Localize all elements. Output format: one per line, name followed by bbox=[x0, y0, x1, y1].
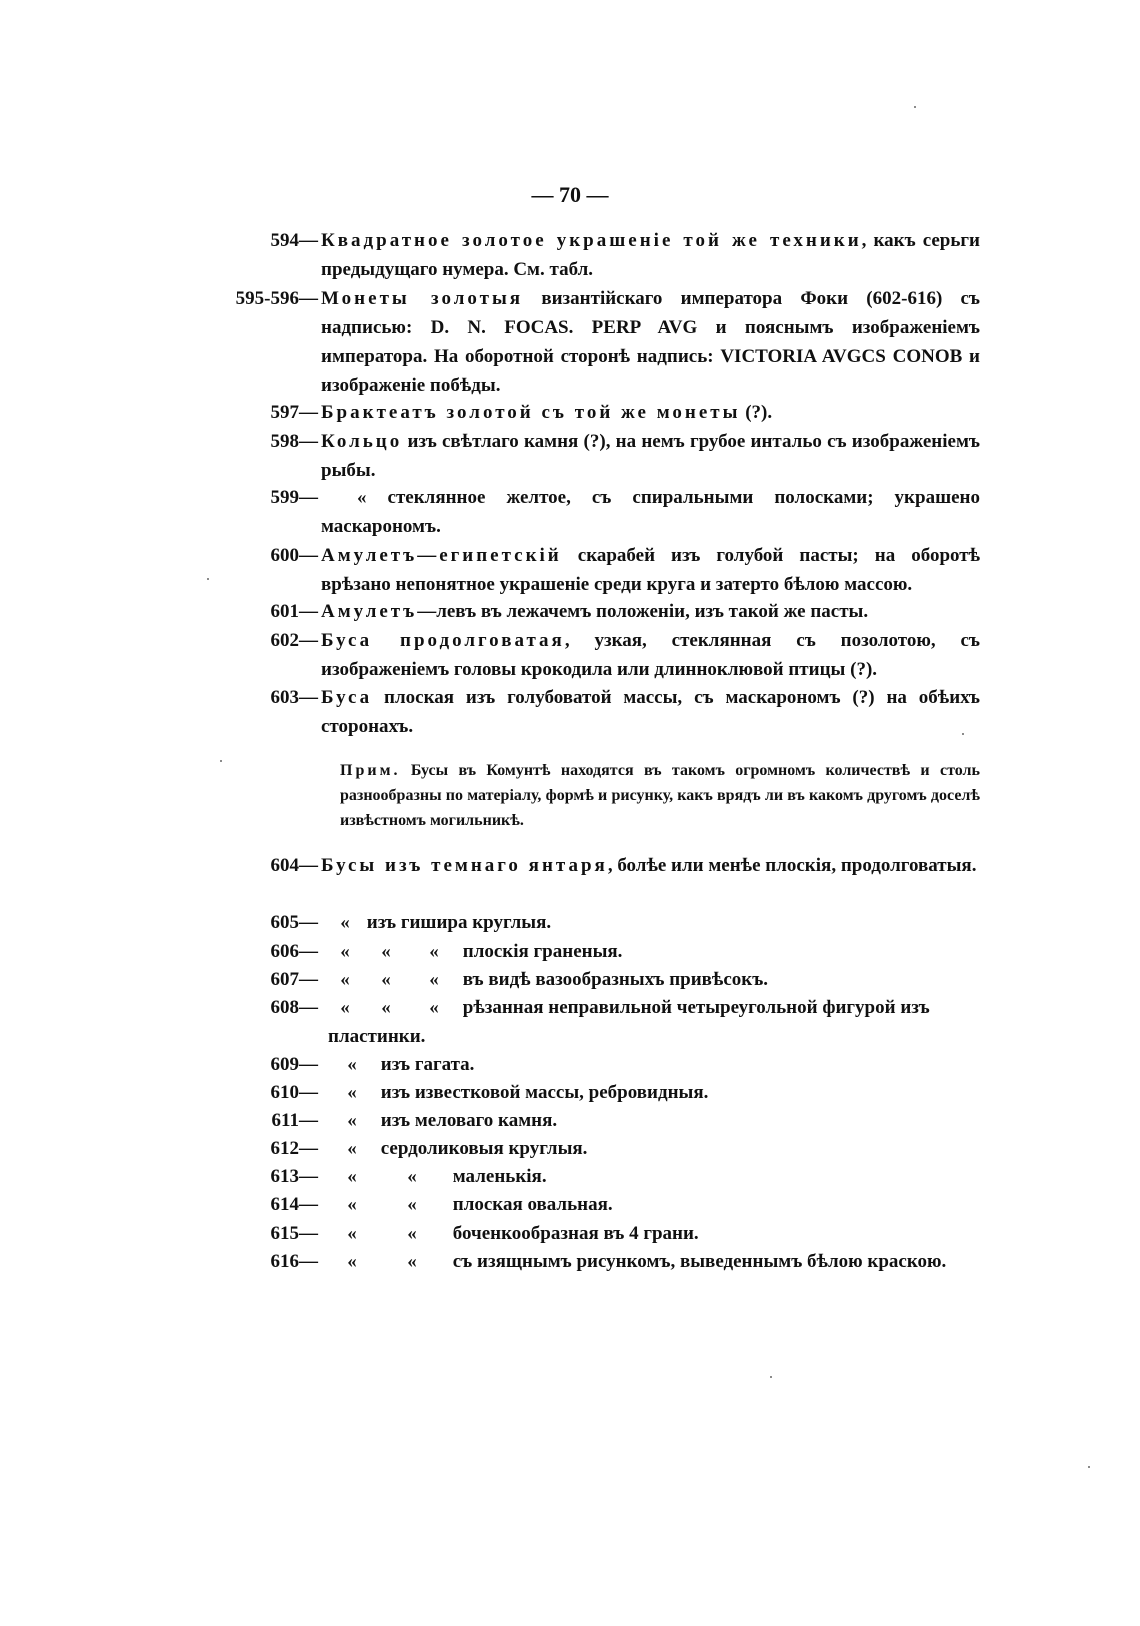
entry-number: 595-596— bbox=[235, 288, 318, 309]
entry-text: сердоликовыя круглыя. bbox=[380, 1138, 588, 1159]
entry-text: « стеклянное желтое, съ спиральными полосками; украшено маскарономъ. bbox=[321, 487, 980, 537]
entry-606 bbox=[200, 937, 980, 966]
entry-heading: Квадратное золотое украшеніе той же техники bbox=[321, 230, 862, 251]
scan-speck bbox=[962, 733, 964, 735]
entry-601 bbox=[200, 597, 980, 626]
entry-number: 602— bbox=[270, 630, 318, 651]
entry-text: изъ гагата. bbox=[380, 1054, 475, 1075]
entry-text: плоская овальная. bbox=[452, 1194, 613, 1215]
entry-text: византійскаго императора Фоки (602-616) съ надписью: D. N. FOCAS. PERP AVG и пояснымъ изображеніемъ императора. На оборотной сторонѣ надпись: VICTORIA AVGCS CONOB и изображеніе побѣды. bbox=[321, 288, 980, 396]
entry-text: изъ известковой массы, ребровидныя. bbox=[380, 1082, 709, 1103]
ditto-mark: « bbox=[347, 1166, 357, 1187]
note-text: Бусы въ Комунтѣ находятся въ такомъ огромномъ количествѣ и столь разнообразны по матеріалу, формѣ и рисунку, какъ врядъ ли въ какомъ другомъ доселѣ извѣстномъ могильникѣ. bbox=[340, 762, 980, 829]
entry-number: 603— bbox=[270, 687, 318, 708]
entry-text: съ изящнымъ рисункомъ, выведеннымъ бѣлою краскою. bbox=[452, 1251, 947, 1272]
entry-594 bbox=[200, 226, 980, 284]
entry-595-596 bbox=[200, 284, 980, 400]
entry-heading: Кольцо bbox=[321, 431, 403, 452]
entry-number: 607— bbox=[270, 969, 318, 990]
entry-597 bbox=[200, 398, 980, 427]
page-number: — 70 — bbox=[531, 182, 609, 207]
entry-heading: Буса bbox=[321, 687, 373, 708]
ditto-mark: « bbox=[407, 1166, 417, 1187]
entry-text: плоская изъ голубоватой массы, съ маскарономъ (?) на обѣихъ сторонахъ. bbox=[321, 687, 980, 737]
entry-text: изъ меловаго камня. bbox=[380, 1110, 558, 1131]
ditto-mark: « bbox=[381, 941, 391, 962]
ditto-mark: « bbox=[347, 1082, 357, 1103]
entry-number: 613— bbox=[270, 1166, 318, 1187]
entry-text: маленькія. bbox=[452, 1166, 547, 1187]
entry-611 bbox=[200, 1106, 980, 1135]
entry-text: изъ свѣтлаго камня (?), на немъ грубое интальо съ изображеніемъ рыбы. bbox=[321, 431, 980, 481]
entry-610 bbox=[200, 1078, 980, 1107]
entry-heading: Буса продолговатая bbox=[321, 630, 565, 651]
entry-598 bbox=[200, 427, 980, 485]
scan-speck bbox=[220, 760, 222, 762]
ditto-mark: « bbox=[340, 941, 350, 962]
note-label: Прим. bbox=[340, 762, 401, 779]
entry-number: 611— bbox=[271, 1110, 318, 1131]
entry-number: 598— bbox=[270, 431, 318, 452]
entry-heading: Брактеатъ золотой съ той же монеты bbox=[321, 402, 741, 423]
ditto-mark: « bbox=[340, 912, 350, 933]
entry-number: 614— bbox=[270, 1194, 318, 1215]
entry-number: 604— bbox=[270, 855, 318, 876]
entry-616 bbox=[200, 1247, 980, 1276]
entry-number: 606— bbox=[270, 941, 318, 962]
ditto-mark: « bbox=[381, 997, 391, 1018]
ditto-mark: « bbox=[347, 1138, 357, 1159]
entry-605 bbox=[200, 908, 980, 937]
entry-number: 609— bbox=[270, 1054, 318, 1075]
entry-heading: Бусы изъ темнаго янтаря bbox=[321, 855, 608, 876]
entry-602 bbox=[200, 626, 980, 684]
scan-speck bbox=[770, 1376, 772, 1378]
entry-text: въ видѣ вазообразныхъ привѣсокъ. bbox=[462, 969, 769, 990]
ditto-mark: « bbox=[407, 1251, 417, 1272]
scan-speck bbox=[207, 578, 209, 580]
entry-text: , болѣе или менѣе плоскія, продолговатыя. bbox=[607, 855, 977, 876]
ditto-mark: « bbox=[347, 1223, 357, 1244]
ditto-mark: « bbox=[407, 1223, 417, 1244]
entry-text: (?). bbox=[740, 402, 773, 423]
entry-text: изъ гишира круглыя. bbox=[366, 912, 552, 933]
ditto-mark: « bbox=[347, 1251, 357, 1272]
entry-number: 610— bbox=[270, 1082, 318, 1103]
entry-number: 605— bbox=[270, 912, 318, 933]
footnote-block bbox=[340, 758, 980, 833]
entry-599 bbox=[200, 483, 980, 541]
ditto-mark: « bbox=[347, 1110, 357, 1131]
ditto-mark: « bbox=[429, 941, 439, 962]
ditto-mark: « bbox=[407, 1194, 417, 1215]
entry-608 bbox=[200, 993, 980, 1051]
entry-text: скарабей изъ голубой пасты; на оборотѣ врѣзано непонятное украшеніе среди круга и затерто бѣлою массою. bbox=[321, 545, 980, 595]
entry-number: 608— bbox=[270, 997, 318, 1018]
entry-number: 597— bbox=[270, 402, 318, 423]
entry-number: 601— bbox=[270, 601, 318, 622]
entry-number: 600— bbox=[270, 545, 318, 566]
entry-text: плоскія граненыя. bbox=[462, 941, 623, 962]
ditto-mark: « bbox=[340, 969, 350, 990]
ditto-mark: « bbox=[429, 997, 439, 1018]
entry-heading: Амулетъ—египетскій bbox=[321, 545, 562, 566]
ditto-mark: « bbox=[347, 1194, 357, 1215]
entry-number: 615— bbox=[270, 1223, 318, 1244]
entry-heading: Монеты золотыя bbox=[321, 288, 524, 309]
entry-number: 594— bbox=[270, 230, 318, 251]
entry-number: 616— bbox=[270, 1251, 318, 1272]
ditto-mark: « bbox=[381, 969, 391, 990]
entry-614 bbox=[200, 1190, 980, 1219]
entry-text: боченкообразная въ 4 грани. bbox=[452, 1223, 699, 1244]
entry-612 bbox=[200, 1134, 980, 1163]
entry-603 bbox=[200, 683, 980, 741]
entry-number: 612— bbox=[270, 1138, 318, 1159]
ditto-mark: « bbox=[347, 1054, 357, 1075]
entry-613 bbox=[200, 1162, 980, 1191]
entry-609 bbox=[200, 1050, 980, 1079]
entry-615 bbox=[200, 1219, 980, 1248]
entry-607 bbox=[200, 965, 980, 994]
entry-text: —левъ въ лежачемъ положеніи, изъ такой же пасты. bbox=[417, 601, 869, 622]
entry-text: рѣзанная неправильной четыреугольной фигурой изъ пластинки. bbox=[328, 997, 930, 1047]
entry-604 bbox=[200, 851, 980, 880]
ditto-mark: « bbox=[429, 969, 439, 990]
entry-text: , какъ серьги предыдущаго нумера. См. табл. bbox=[321, 230, 980, 280]
entry-heading: Амулетъ bbox=[321, 601, 418, 622]
entry-600 bbox=[200, 541, 980, 599]
entry-text: , узкая, стеклянная съ позолотою, съ изображеніемъ головы крокодила или длинноклювой птицы (?). bbox=[321, 630, 980, 680]
scan-speck bbox=[914, 106, 916, 108]
ditto-mark: « bbox=[340, 997, 350, 1018]
scan-speck bbox=[1088, 1466, 1090, 1468]
entry-number: 599— bbox=[270, 487, 318, 508]
